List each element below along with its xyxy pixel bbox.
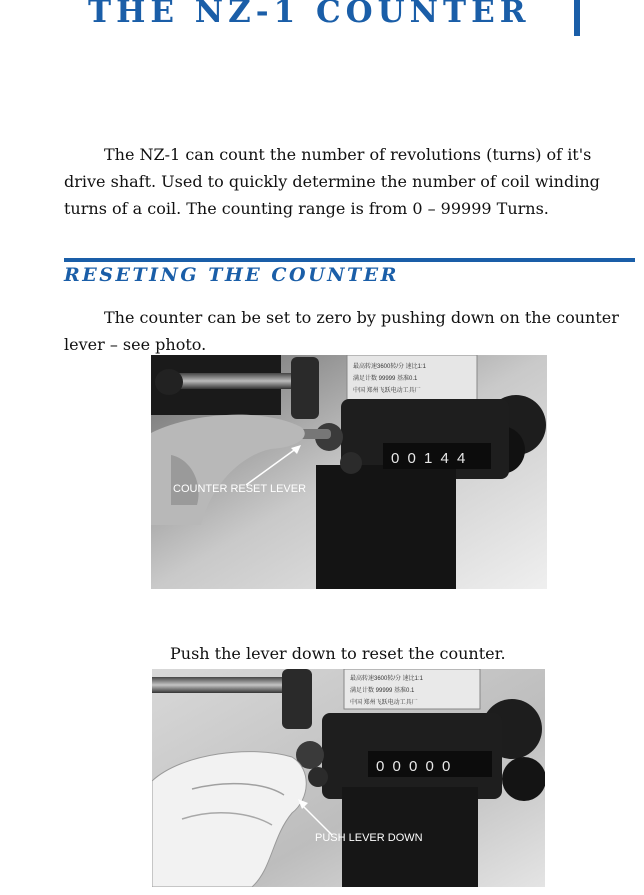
push-lever-label: PUSH LEVER DOWN (315, 832, 423, 844)
page-title: THE NZ-1 COUNTER (88, 0, 531, 30)
plate-line-2: 满足计数 99999 基准0.1 (350, 688, 415, 694)
plate-line-1: 最高转速3600转/分 速比1:1 (350, 676, 424, 682)
photo-push-lever-down (152, 669, 545, 887)
plate-line-2: 满足计数 99999 基准0.1 (353, 376, 418, 382)
title-accent-bar (574, 0, 580, 36)
photo-caption: Push the lever down to reset the counter. (170, 644, 506, 663)
intro-line-1: The NZ-1 can count the number of revolutions (turns) of it's (104, 145, 592, 164)
plate-line-1: 最高转速3600转/分 速比1:1 (353, 364, 427, 370)
section-heading: RESETING THE COUNTER (64, 264, 399, 286)
plate-line-3: 中国 郑州飞跃电动工具厂 (353, 388, 421, 394)
counter-display: 0 0 1 4 4 (391, 450, 468, 467)
section-line-2: lever – see photo. (64, 335, 207, 354)
intro-paragraph (64, 141, 624, 222)
section-divider (64, 258, 635, 262)
intro-line-2: drive shaft. Used to quickly determine the number of coil winding (64, 172, 600, 191)
section-paragraph (64, 304, 624, 358)
photo-counter-reset-lever (151, 355, 547, 589)
reset-lever-label: COUNTER RESET LEVER (173, 483, 307, 495)
section-line-1: The counter can be set to zero by pushing down on the counter (104, 308, 619, 327)
intro-line-3: turns of a coil. The counting range is from 0 – 99999 Turns. (64, 199, 549, 218)
counter-display: 0 0 0 0 0 (376, 758, 453, 775)
plate-line-3: 中国 郑州飞跃电动工具厂 (350, 700, 418, 706)
